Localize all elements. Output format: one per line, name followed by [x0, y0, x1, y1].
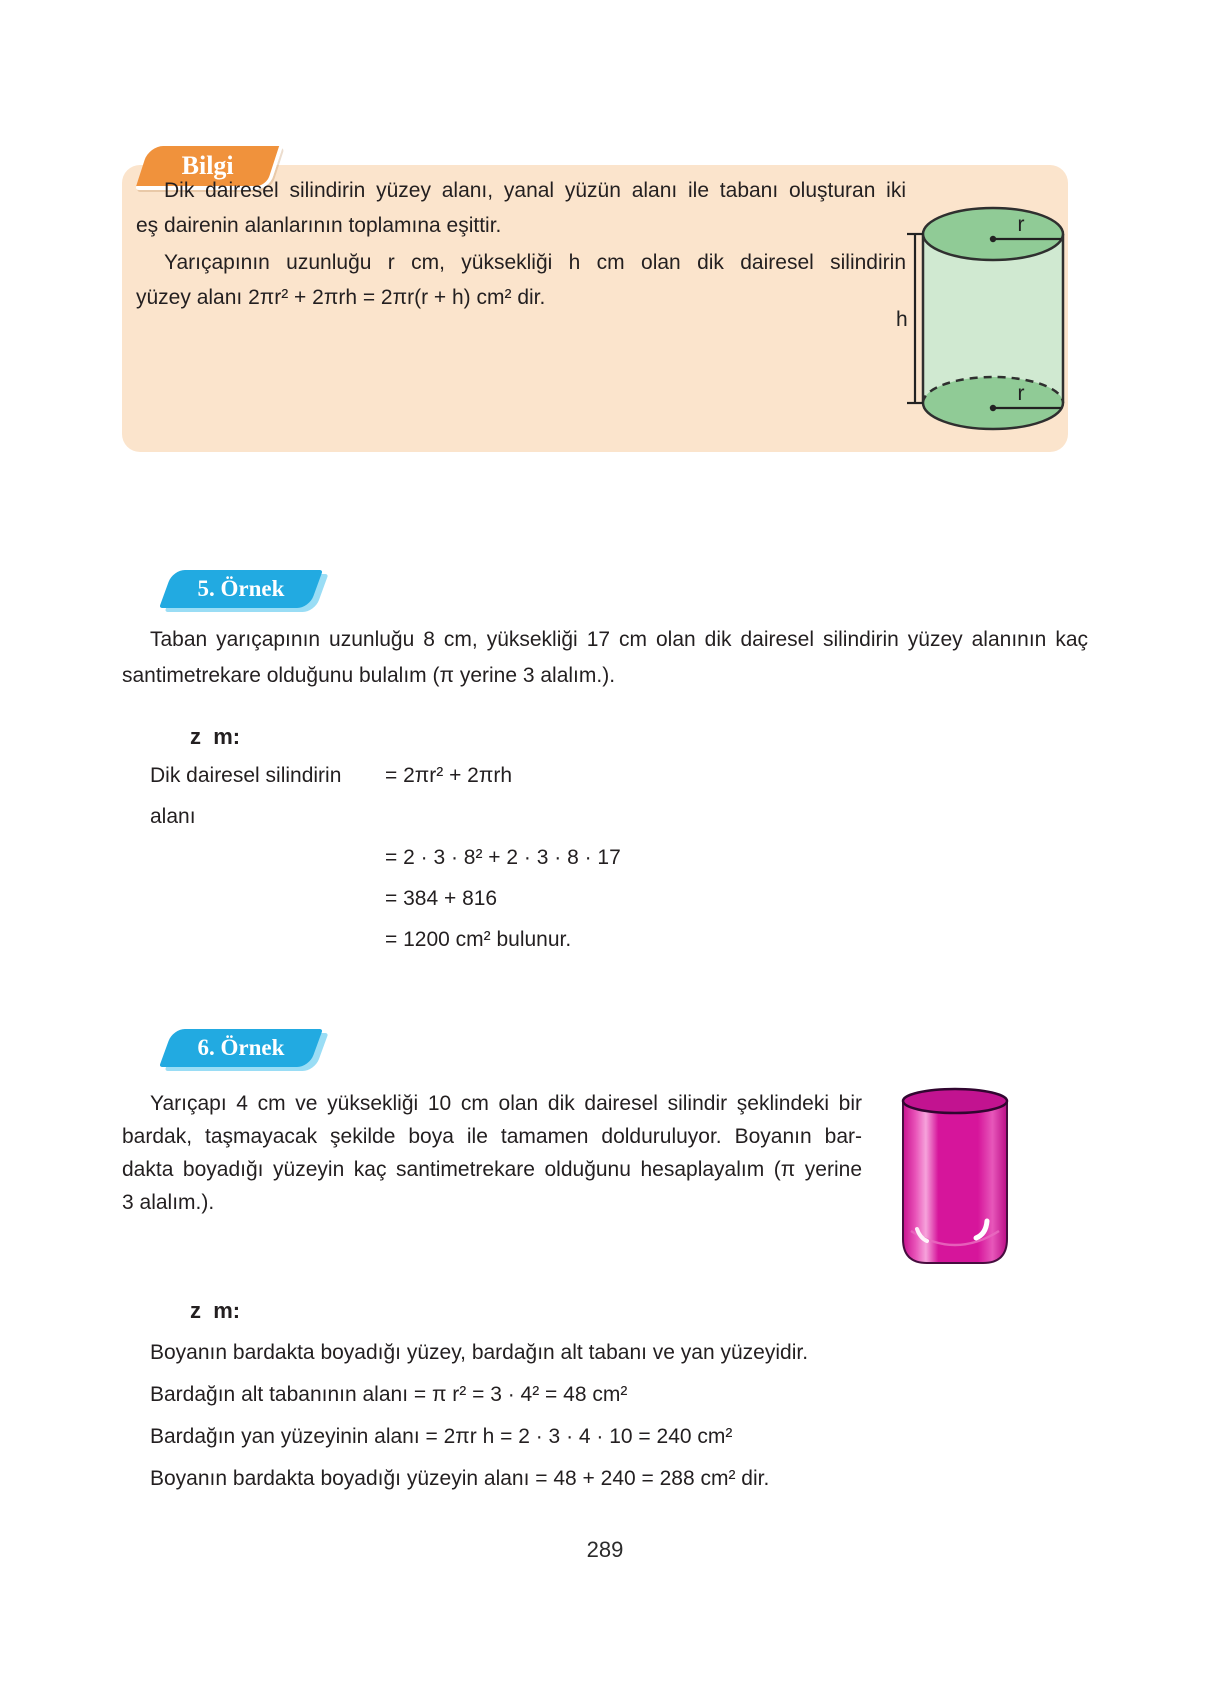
equation-step: = 2 · 3 · 8² + 2 · 3 · 8 · 17	[385, 846, 621, 869]
text-line: santimetrekare olduğunu bulalım (π yerine 3 alalım.).	[122, 664, 616, 687]
example6-problem	[122, 1087, 862, 1219]
cylinder-top-cap	[923, 208, 1063, 260]
text-line: eş dairenin alanlarının toplamına eşittir.	[136, 214, 502, 237]
info-paragraph-1	[136, 173, 906, 243]
equation-row	[150, 878, 621, 919]
example6-solution	[150, 1332, 1050, 1500]
equation-step: = 2πr² + 2πrh	[385, 764, 513, 787]
equation-row	[150, 837, 621, 878]
example5-equations	[150, 755, 621, 960]
text-line: 3 alalım.).	[122, 1191, 215, 1214]
equation-step: = 384 + 816	[385, 887, 498, 910]
top-radius-label: r	[1017, 213, 1025, 236]
example5-tab-label: 5. Örnek	[197, 576, 285, 601]
text-line: Dik dairesel silindirin yüzey alanı, yanal yüzün alanı ile tabanı oluşturan iki	[164, 179, 906, 202]
example6-tab-label: 6. Örnek	[197, 1035, 285, 1060]
example5-tab	[159, 570, 323, 608]
example5-problem	[122, 622, 1088, 694]
example6-solution-heading: z m:	[190, 1298, 241, 1323]
cylinder-diagram	[895, 193, 1075, 448]
text-line: Yarıçapı 4 cm ve yüksekliği 10 cm olan dik dairesel silindir şeklindeki bir	[150, 1092, 862, 1115]
bottom-radius-label: r	[1017, 382, 1025, 405]
text-line: dakta boyadığı yüzeyin kaç santimetrekare olduğunu hesaplayalım (π yerine	[122, 1158, 862, 1181]
glass-illustration	[897, 1083, 1013, 1269]
solution-line: Bardağın alt tabanının alanı = π r² = 3 · 4² = 48 cm²	[150, 1383, 628, 1406]
equation-row	[150, 755, 621, 837]
text-line: Taban yarıçapının uzunluğu 8 cm, yüksekliği 17 cm olan dik dairesel silindirin yüzey alanının kaç	[150, 628, 1088, 651]
solution-line: Bardağın yan yüzeyinin alanı = 2πr h = 2 · 3 · 4 · 10 = 240 cm²	[150, 1425, 733, 1448]
equation-step: = 1200 cm² bulunur.	[385, 928, 572, 951]
solution-line: Boyanın bardakta boyadığı yüzey, bardağın alt tabanı ve yan yüzeyidir.	[150, 1341, 809, 1364]
text-line: yüzey alanı 2πr² + 2πrh = 2πr(r + h) cm² dir.	[136, 286, 546, 309]
example5-solution-heading: z m:	[190, 724, 241, 749]
text-line: bardak, taşmayacak şekilde boya ile tamamen dolduruluyor. Boyanın bar-	[122, 1125, 862, 1148]
info-paragraph-2	[136, 245, 906, 315]
equation-label: Dik dairesel silindirin alanı	[150, 764, 342, 828]
equation-row	[150, 919, 621, 960]
glass-top-cap	[903, 1089, 1007, 1113]
glass-body	[903, 1101, 1007, 1263]
height-label: h	[896, 308, 908, 331]
example6-tab	[159, 1029, 323, 1067]
solution-line: Boyanın bardakta boyadığı yüzeyin alanı = 48 + 240 = 288 cm² dir.	[150, 1467, 770, 1490]
info-tag-label: Bilgi	[181, 151, 234, 180]
text-line: Yarıçapının uzunluğu r cm, yüksekliği h cm olan dik dairesel silindirin	[164, 251, 906, 274]
page-number: 289	[586, 1537, 624, 1562]
